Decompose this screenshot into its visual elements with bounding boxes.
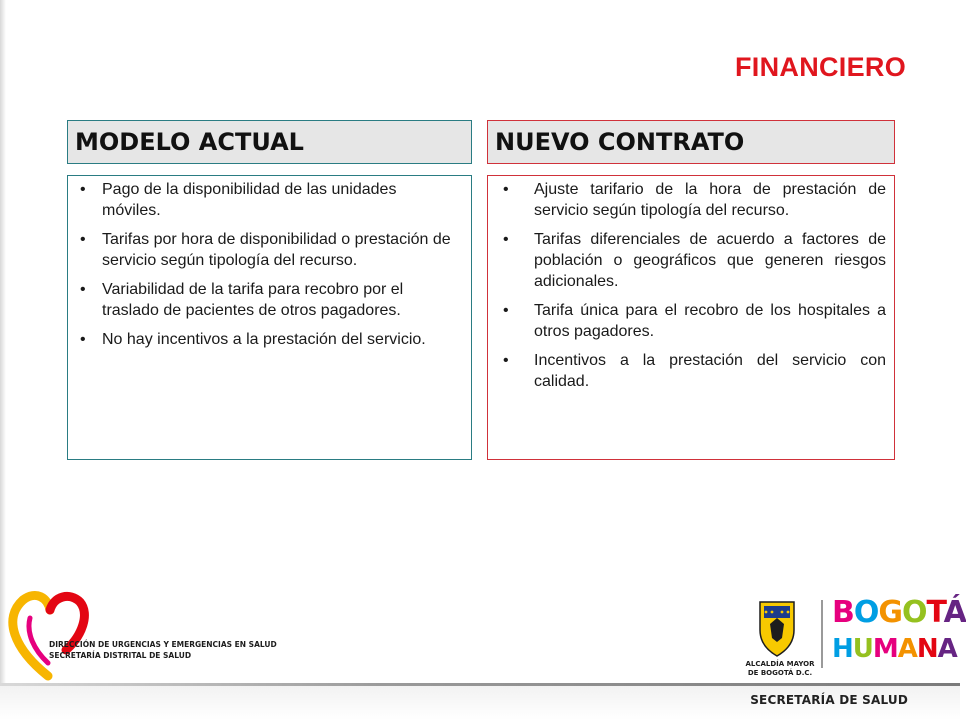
list-item bbox=[76, 179, 457, 221]
list-item-text: Tarifas por hora de disponibilidad o prestación de servicio según tipología del recurso. bbox=[102, 231, 451, 269]
bullet-icon: • bbox=[80, 281, 86, 298]
nuevo-contrato-panel bbox=[487, 175, 895, 460]
left-logo-line2: SECRETARÍA DISTRITAL DE SALUD bbox=[49, 651, 192, 660]
modelo-actual-list bbox=[68, 176, 471, 350]
brand-letter: H bbox=[832, 634, 853, 664]
brand-letter: N bbox=[916, 634, 938, 664]
bullet-icon: • bbox=[503, 352, 509, 369]
list-item bbox=[497, 229, 886, 292]
nuevo-contrato-list bbox=[488, 176, 894, 392]
list-item bbox=[76, 329, 457, 350]
list-item bbox=[497, 350, 886, 392]
list-item-text: Ajuste tarifario de la hora de prestación de servicio según tipología del recurso. bbox=[534, 181, 886, 219]
nuevo-contrato-header: NUEVO CONTRATO bbox=[487, 120, 895, 164]
list-item-text: Incentivos a la prestación del servicio con calidad. bbox=[534, 352, 886, 390]
bullet-icon: • bbox=[80, 331, 86, 348]
brand-letter: T bbox=[926, 595, 944, 630]
brand-letter: A bbox=[937, 634, 957, 664]
slide-left-edge-shadow bbox=[0, 0, 6, 720]
brand-letter: O bbox=[902, 595, 927, 630]
brand-letter: O bbox=[853, 595, 879, 630]
bullet-icon: • bbox=[80, 231, 86, 248]
modelo-actual-panel bbox=[67, 175, 472, 460]
brand-letter: G bbox=[878, 595, 903, 630]
list-item-text: No hay incentivos a la prestación del servicio. bbox=[102, 331, 426, 348]
left-logo-line1: DIRECCIÓN DE URGENCIAS Y EMERGENCIAS EN SALUD bbox=[49, 640, 277, 649]
list-item bbox=[76, 279, 457, 321]
humana-brand-word bbox=[832, 636, 957, 662]
footer-divider bbox=[821, 600, 823, 668]
list-item bbox=[497, 179, 886, 221]
bogota-brand-word bbox=[832, 595, 966, 630]
alcaldia-line2: DE BOGOTÁ D.C. bbox=[747, 669, 813, 677]
bullet-icon: • bbox=[503, 181, 509, 198]
modelo-actual-header: MODELO ACTUAL bbox=[67, 120, 472, 164]
list-item-text: Pago de la disponibilidad de las unidades móviles. bbox=[102, 181, 397, 219]
bogota-crest-icon bbox=[752, 598, 802, 658]
list-item-text: Variabilidad de la tarifa para recobro por el traslado de pacientes de otros pagadores. bbox=[102, 281, 404, 319]
alcaldia-line1: ALCALDÍA MAYOR bbox=[745, 660, 815, 668]
bullet-icon: • bbox=[503, 302, 509, 319]
bullet-icon: • bbox=[503, 231, 509, 248]
list-item bbox=[497, 300, 886, 342]
brand-letter: B bbox=[832, 595, 854, 630]
bullet-icon: • bbox=[80, 181, 86, 198]
alcaldia-text bbox=[745, 660, 815, 678]
brand-letter: Á bbox=[943, 595, 966, 630]
secretaria-footer-label: SECRETARÍA DE SALUD bbox=[750, 693, 908, 707]
urgencias-heart-logo bbox=[8, 588, 258, 678]
list-item-text: Tarifa única para el recobro de los hospitales a otros pagadores. bbox=[534, 302, 886, 340]
brand-letter: U bbox=[852, 634, 873, 664]
brand-letter: M bbox=[872, 634, 898, 664]
slide-title: FINANCIERO bbox=[735, 52, 906, 82]
brand-letter: A bbox=[897, 634, 917, 664]
list-item bbox=[76, 229, 457, 271]
list-item-text: Tarifas diferenciales de acuerdo a factores de población o geográficos que generen riesgos adicionales. bbox=[534, 231, 886, 290]
